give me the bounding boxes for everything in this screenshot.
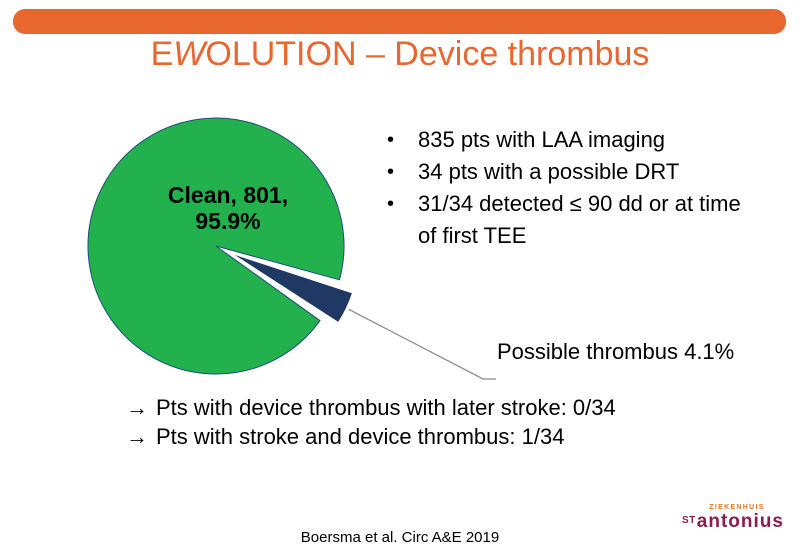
title-part-italic-w: W xyxy=(173,35,206,73)
bullet-list xyxy=(387,124,755,252)
bullet-text: 835 pts with LAA imaging xyxy=(418,127,666,152)
title-part-pre: E xyxy=(150,35,174,73)
bullet-text: 31/34 detected ≤ 90 dd or at time of first TEE xyxy=(418,191,741,248)
bullet-marker: • xyxy=(387,161,395,183)
logo-name: antonius xyxy=(696,511,784,532)
pie-slice-clean xyxy=(88,118,344,374)
logo-top-text: ZIEKENHUIS xyxy=(709,504,765,511)
takeaway-item xyxy=(126,393,616,422)
takeaway-item xyxy=(126,422,616,451)
takeaway-text: Pts with stroke and device thrombus: 1/34 xyxy=(156,424,565,449)
bullet-item xyxy=(387,156,755,188)
bullet-item xyxy=(387,188,755,252)
title-part-rest: OLUTION – Device thrombus xyxy=(205,35,650,73)
takeaway-text: Pts with device thrombus with later stroke: 0/34 xyxy=(156,395,616,420)
bullet-item xyxy=(387,124,755,156)
hospital-logo xyxy=(679,504,787,531)
bullet-marker: • xyxy=(387,129,395,151)
pie-inner-label xyxy=(148,182,308,234)
arrow-right-icon: → xyxy=(126,395,148,420)
pie-inner-label-line2: 95.9% xyxy=(195,208,261,234)
takeaway-list xyxy=(126,393,616,451)
arrow-right-icon: → xyxy=(126,424,148,449)
pie-leader-line xyxy=(349,309,496,379)
logo-name-row xyxy=(679,512,787,531)
pie-inner-label-line1: Clean, 801, xyxy=(167,182,289,208)
logo-st-prefix: ST xyxy=(682,515,696,526)
bullet-text: 34 pts with a possible DRT xyxy=(418,159,680,184)
bullet-marker: • xyxy=(387,193,395,215)
callout-label: Possible thrombus 4.1% xyxy=(497,339,735,364)
footer-citation: Boersma et al. Circ A&E 2019 xyxy=(300,529,500,546)
